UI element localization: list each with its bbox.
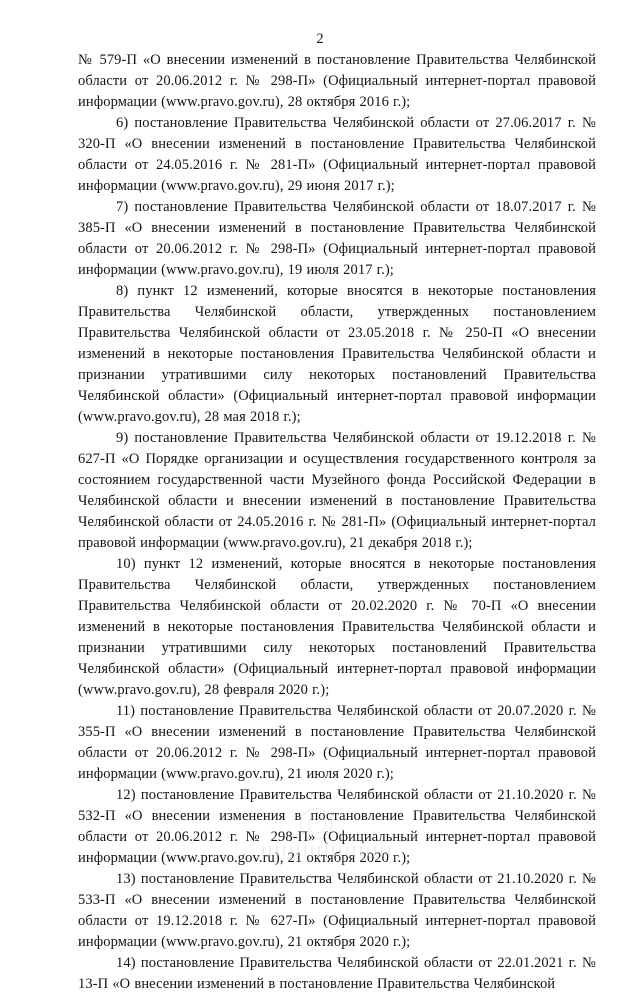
- list-item-14: 14) постановление Правительства Челябинской области от 22.01.2021 г. № 13-П «О внесении изменений в постановление Правительства Челябинской: [78, 955, 596, 992]
- faint-stamp-mark: [300, 808, 332, 840]
- list-item-9: 9) постановление Правительства Челябинской области от 19.12.2018 г. № 627-П «О Порядке организации и осуществления государственного контроля за состоянием государственной части Музейного фонда Российской Федерации в Челябинской области и внесении изменений в постановление Правительства Челябинской области от 24.05.2016 г. № 281-П» (Официальный интернет-портал правовой информации (www.pravo.gov.ru), 21 декабря 2018 г.);: [78, 430, 596, 551]
- list-item-10: 10) пункт 12 изменений, которые вносятся в некоторые постановления Правительства Челябинской области, утвержденных постановлением Правительства Челябинской области от 20.02.2020 г. № 70-П «О внесении изменений в некоторые постановления Правительства Челябинской области и признании утратившими силу некоторых постановлений Правительства Челябинской области» (Официальный интернет-портал правовой информации (www.pravo.gov.ru), 28 февраля 2020 г.);: [78, 556, 596, 698]
- list-item-7: 7) постановление Правительства Челябинской области от 18.07.2017 г. № 385-П «О внесении изменений в постановление Правительства Челябинской области от 20.06.2012 г. № 298-П» (Официальный интернет-портал правовой информации (www.pravo.gov.ru), 19 июля 2017 г.);: [78, 199, 596, 278]
- faint-scan-smudge: [262, 846, 392, 856]
- list-item-6: 6) постановление Правительства Челябинской области от 27.06.2017 г. № 320-П «О внесении изменений в постановление Правительства Челябинской области от 24.05.2016 г. № 281-П» (Официальный интернет-портал правовой информации (www.pravo.gov.ru), 29 июня 2017 г.);: [78, 115, 596, 194]
- list-item-11: 11) постановление Правительства Челябинской области от 20.07.2020 г. № 355-П «О внесении изменений в постановление Правительства Челябинской области от 20.06.2012 г. № 298-П» (Официальный интернет-портал правовой информации (www.pravo.gov.ru), 21 июля 2020 г.);: [78, 703, 596, 782]
- list-item-8: 8) пункт 12 изменений, которые вносятся в некоторые постановления Правительства Челябинской области, утвержденных постановлением Правительства Челябинской области от 23.05.2018 г. № 250-П «О внесении изменений в некоторые постановления Правительства Челябинской области и признании утратившими силу некоторых постановлений Правительства Челябинской области» (Официальный интернет-портал правовой информации (www.pravo.gov.ru), 28 мая 2018 г.);: [78, 283, 596, 425]
- list-item-12: 12) постановление Правительства Челябинской области от 21.10.2020 г. № 532-П «О внесении изменения в постановление Правительства Челябинской области от 20.06.2012 г. № 298-П» (Официальный интернет-портал правовой информации (www.pravo.gov.ru), 21 октября 2020 г.);: [78, 787, 596, 866]
- paragraph-continuation: № 579-П «О внесении изменений в постановление Правительства Челябинской области от 20.06.2012 г. № 298-П» (Официальный интернет-портал правовой информации (www.pravo.gov.ru), 28 октября 2016 г.);: [78, 52, 596, 110]
- list-item-13: 13) постановление Правительства Челябинской области от 21.10.2020 г. № 533-П «О внесении изменений в постановление Правительства Челябинской области от 19.12.2018 г. № 627-П» (Официальный интернет-портал правовой информации (www.pravo.gov.ru), 21 октября 2020 г.);: [78, 871, 596, 950]
- page-number: 2: [316, 31, 324, 47]
